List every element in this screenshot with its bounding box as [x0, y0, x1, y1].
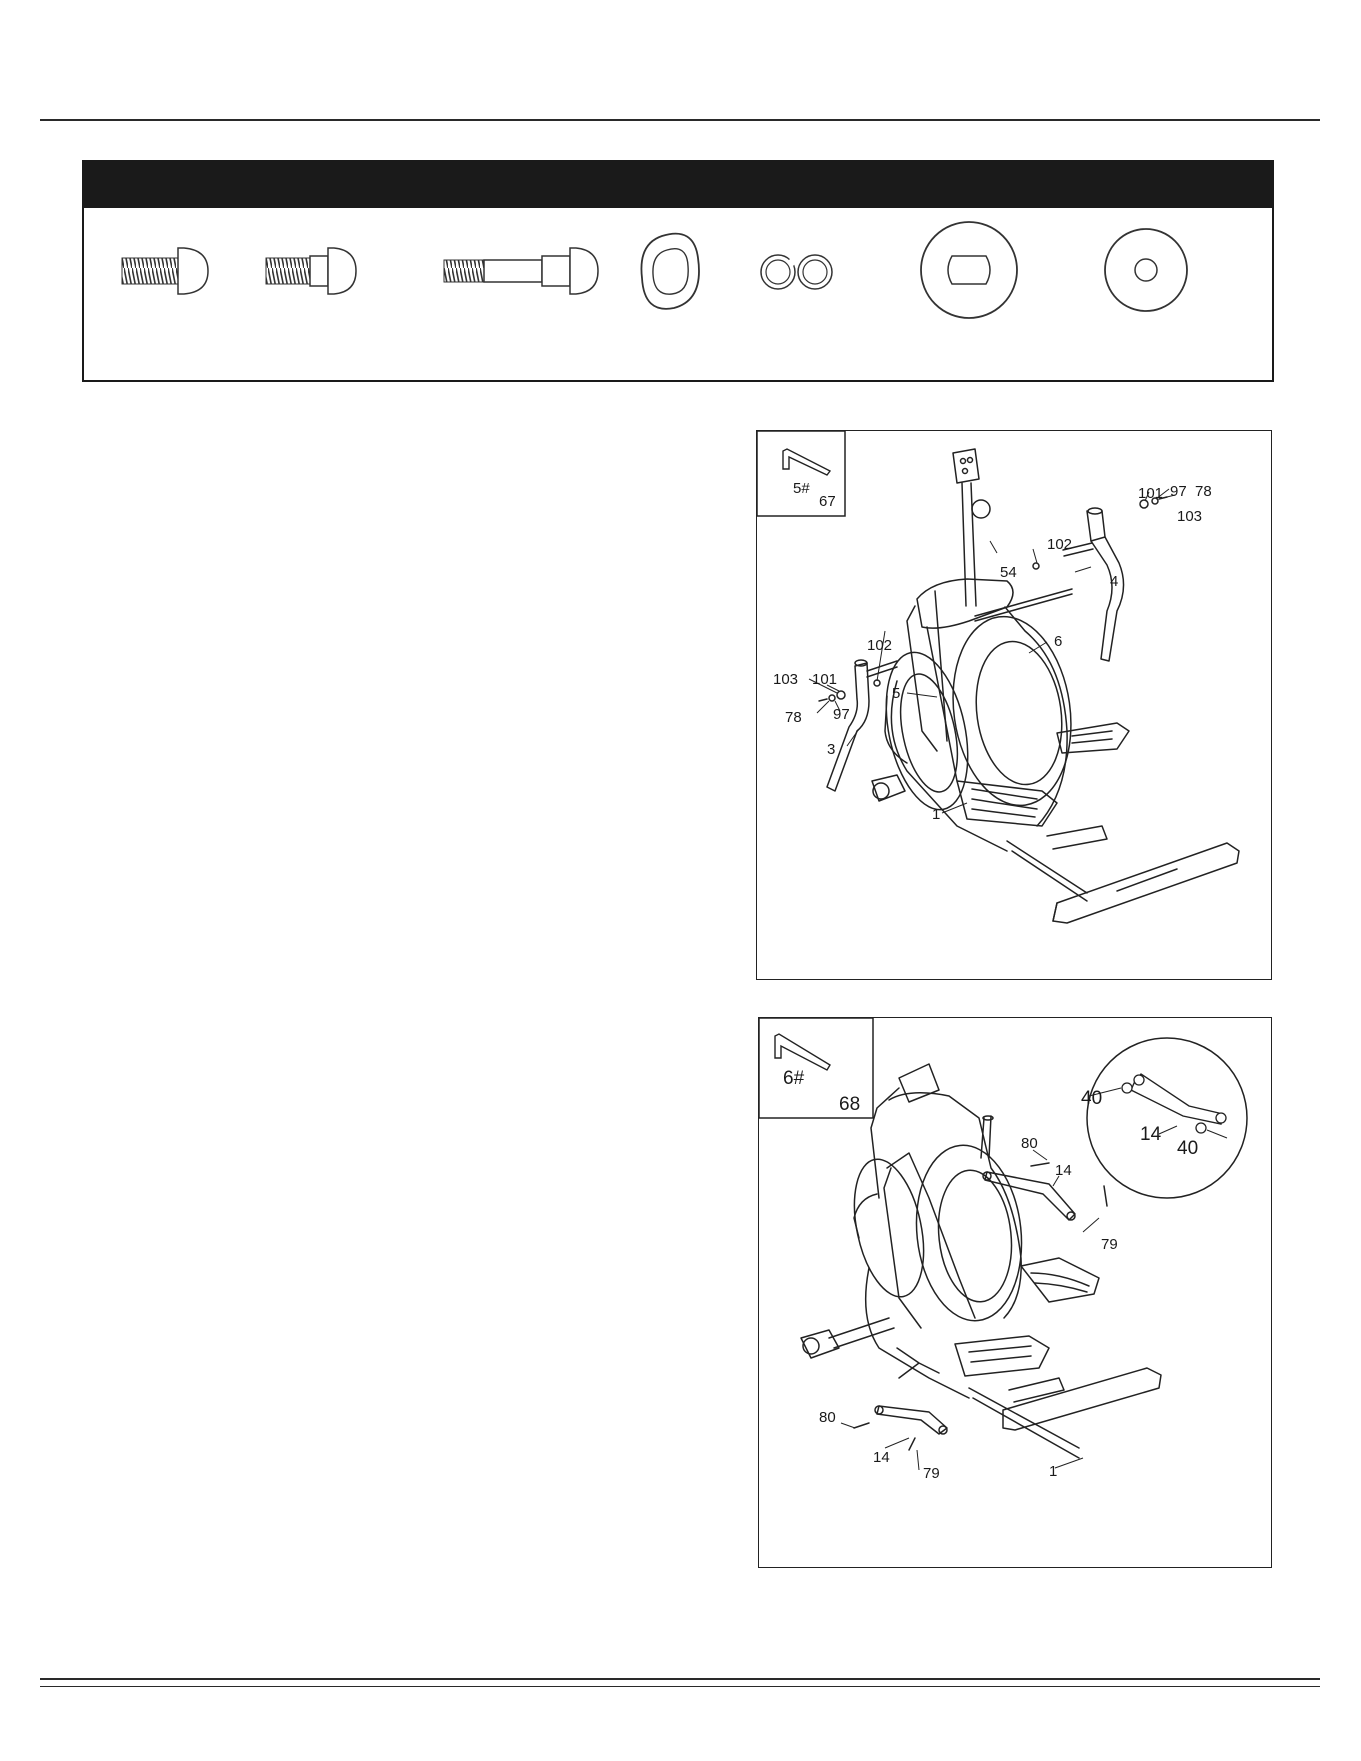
hardware-illustrations [84, 208, 1272, 380]
short-button-head-bolt [122, 248, 208, 294]
callout-6: 6 [1054, 633, 1063, 650]
callout-1: 1 [1049, 1463, 1058, 1480]
callout-1: 1 [932, 806, 941, 823]
callout-14-top: 14 [1055, 1162, 1072, 1179]
detail-callout-14: 14 [1140, 1124, 1162, 1145]
callout-79-top: 79 [1101, 1236, 1118, 1253]
tool-part-number: 67 [819, 493, 836, 510]
callout-102-left: 102 [867, 637, 893, 654]
flat-washer [1105, 229, 1187, 311]
curved-washer [641, 234, 699, 309]
tool-size-label: 6# [783, 1068, 805, 1089]
tool-size-label: 5# [793, 480, 810, 497]
hardware-pack-box [82, 160, 1274, 382]
callout-102-right: 102 [1047, 536, 1073, 553]
callout-103-right: 103 [1177, 508, 1203, 525]
large-flat-washer-d-hole [921, 222, 1017, 318]
callout-79-bottom: 79 [923, 1465, 940, 1482]
callout-78-left: 78 [785, 709, 802, 726]
shoulder-button-head-bolt [266, 248, 356, 294]
callout-101-right: 101 [1138, 485, 1164, 502]
callout-97-right: 97 [1170, 483, 1187, 500]
callout-103-left: 103 [773, 671, 799, 688]
step-one-diagram-panel [756, 430, 1272, 980]
hardware-header-bar [84, 162, 1272, 208]
bottom-rule-thin [40, 1686, 1320, 1687]
step-two-diagram-panel [758, 1017, 1272, 1568]
callout-80-bottom: 80 [819, 1409, 836, 1426]
bottom-rule-thick [40, 1678, 1320, 1680]
callout-5: 5 [892, 685, 901, 702]
tool-inset-6mm [759, 1018, 873, 1118]
callout-80-top: 80 [1021, 1135, 1038, 1152]
callout-4: 4 [1110, 573, 1119, 590]
callout-97-left: 97 [833, 706, 850, 723]
callout-101-left: 101 [812, 671, 838, 688]
callout-78-right: 78 [1195, 483, 1212, 500]
tool-part-number: 68 [839, 1094, 861, 1115]
long-shoulder-bolt [444, 248, 598, 294]
detail-callout-40-right: 40 [1177, 1138, 1199, 1159]
callout-14-bottom: 14 [873, 1449, 890, 1466]
split-lock-washer [761, 255, 832, 289]
tool-inset-5mm [757, 431, 845, 516]
callout-54: 54 [1000, 564, 1017, 581]
elliptical-frame-drawing [819, 449, 1239, 923]
top-rule [40, 119, 1320, 121]
detail-callout-40-left: 40 [1081, 1088, 1103, 1109]
callout-3: 3 [827, 741, 836, 758]
detail-magnifier-circle [1081, 1038, 1247, 1198]
